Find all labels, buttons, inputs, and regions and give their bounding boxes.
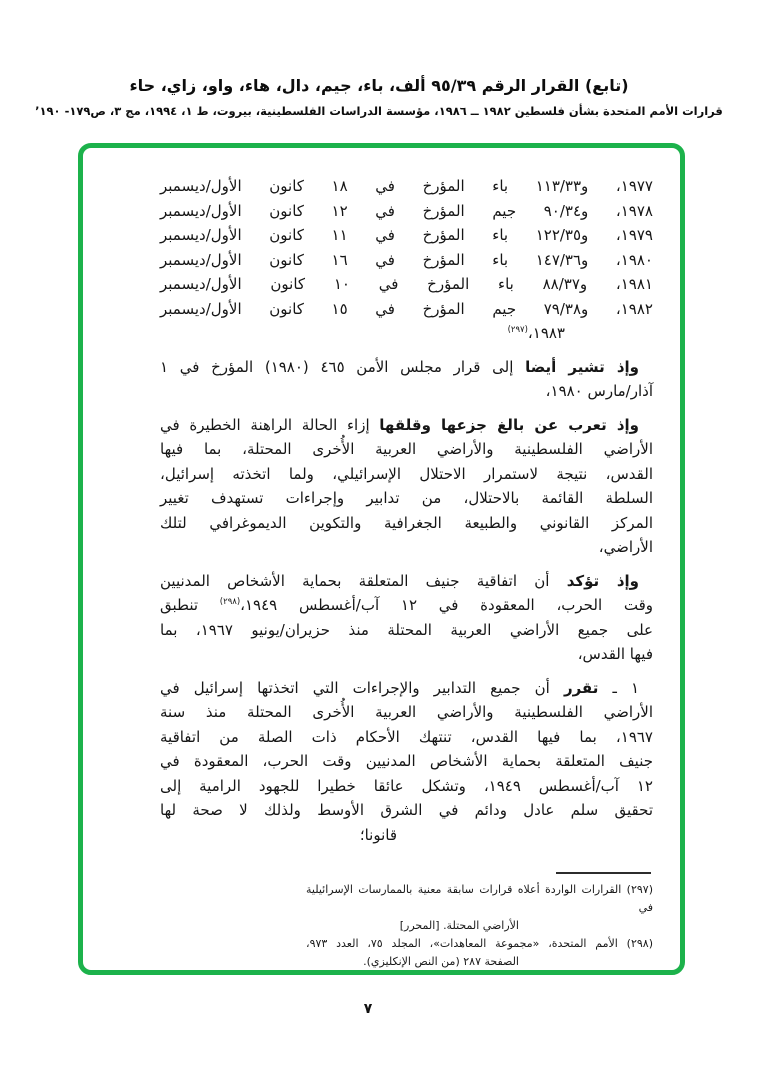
text-segment: قانونا؛ bbox=[359, 825, 397, 844]
text-segment: أن جميع التدابير والإجراءات التي اتخذتها إسرائيل في bbox=[160, 678, 564, 697]
text-segment: أن اتفاقية جنيف المتعلقة بحماية الأشخاص المدنيين bbox=[160, 571, 567, 590]
text-line bbox=[160, 749, 653, 774]
footnote-marker: (٢٩٧) bbox=[507, 325, 528, 335]
text-line bbox=[160, 174, 653, 199]
text-line bbox=[160, 593, 653, 618]
text-segment: السلطة القائمة بالاحتلال، من تدابير وإجراءات تستهدف تغيير bbox=[160, 489, 653, 507]
body-paragraph bbox=[160, 413, 653, 560]
text-segment: تحقيق سلم عادل ودائم في الشرق الأوسط ولذلك لا صحة لها bbox=[160, 801, 653, 819]
text-line bbox=[160, 823, 653, 848]
text-segment: ١٢ آب/أغسطس ١٩٤٩، وتشكل عائقا خطيرا للجهود الرامية إلى bbox=[160, 776, 653, 795]
resolution-title: (تابع) القرار الرقم ٩٥/٣٩ ألف، باء، جيم، دال، هاء، واو، زاي، حاء bbox=[129, 76, 629, 95]
body-paragraph bbox=[160, 676, 653, 848]
text-line bbox=[160, 676, 653, 701]
text-segment: (٢٩٧) القرارات الواردة أعلاه قرارات سابقة معنية بالممارسات الإسرائيلية في bbox=[306, 883, 653, 914]
text-segment: الأراضي الفلسطينية والأراضي العربية الأُخرى المحتلة منذ سنة bbox=[160, 703, 653, 721]
resolution-body-text bbox=[160, 174, 653, 856]
text-segment: القدس، نتيجة لاستمرار الاحتلال الإسرائيلي، ولما اتخذته إسرائيل، bbox=[160, 464, 653, 483]
text-line bbox=[160, 297, 653, 322]
text-segment: الصفحة ٢٨٧ (من النص الإنكليزي). bbox=[363, 955, 519, 968]
text-segment: وإذ تشير أيضا bbox=[525, 357, 640, 376]
text-segment: تقرر bbox=[563, 678, 599, 697]
body-paragraph bbox=[160, 174, 653, 346]
text-line bbox=[306, 881, 653, 917]
footnote-separator bbox=[556, 872, 651, 874]
footnote-list bbox=[306, 881, 653, 971]
text-segment: ١٩٧٧، و١١٣/٣٣ باء المؤرخ في ١٨ كانون الأول/ديسمبر bbox=[160, 177, 653, 195]
text-segment: ١٩٨٠، و١٤٧/٣٦ باء المؤرخ في ١٦ كانون الأول/ديسمبر bbox=[160, 250, 653, 269]
text-line bbox=[160, 618, 653, 643]
footnote-item bbox=[306, 881, 653, 935]
text-segment: ١٩٨٣، bbox=[527, 324, 565, 342]
text-segment: وإذ تعرب عن بالغ جزعها وقلقها bbox=[379, 415, 639, 434]
text-line bbox=[160, 355, 653, 380]
footnotes-block bbox=[306, 872, 653, 971]
text-segment: تنطبق bbox=[160, 596, 220, 614]
text-line bbox=[160, 437, 653, 462]
text-line bbox=[306, 917, 653, 935]
text-segment: آذار/مارس ١٩٨٠، bbox=[545, 382, 653, 400]
text-segment: جنيف المتعلقة بحماية الأشخاص المدنيين وقت الحرب، المعقودة في bbox=[160, 752, 653, 770]
text-line bbox=[160, 248, 653, 273]
text-line bbox=[160, 321, 653, 346]
source-citation: قرارات الأمم المتحدة بشأن فلسطين ١٩٨٢ ــ ١٩٨٦، مؤسسة الدراسات الفلسطينية، بيروت، ط ١، ١٩٩٤، مج ٣، ص١٧٩- ١٩٠’ bbox=[35, 104, 723, 118]
text-segment: وقت الحرب، المعقودة في ١٢ آب/أغسطس ١٩٤٩، bbox=[240, 596, 653, 614]
text-segment: المركز القانوني والطبيعة الجغرافية والتكوين الديموغرافي لتلك bbox=[160, 513, 653, 532]
text-line bbox=[160, 774, 653, 799]
page-number: ٧ bbox=[363, 1001, 373, 1017]
text-line bbox=[160, 535, 653, 560]
text-segment: إزاء الحالة الراهنة الخطيرة في bbox=[160, 415, 380, 434]
text-line bbox=[160, 413, 653, 438]
text-line bbox=[160, 199, 653, 224]
text-line bbox=[160, 272, 653, 297]
text-segment: الأراضي الفلسطينية والأراضي العربية الأُخرى المحتلة، بما فيها bbox=[160, 440, 653, 458]
body-paragraph bbox=[160, 569, 653, 667]
text-line bbox=[160, 798, 653, 823]
text-segment: فيها القدس، bbox=[577, 645, 653, 663]
text-line bbox=[160, 379, 653, 404]
footnote-item bbox=[306, 935, 653, 971]
text-line bbox=[160, 223, 653, 248]
text-line bbox=[160, 700, 653, 725]
text-segment: ١٩٧٩، و١٢٢/٣٥ باء المؤرخ في ١١ كانون الأول/ديسمبر bbox=[160, 226, 653, 244]
text-segment: ١٩٧٨، و٩٠/٣٤ جيم المؤرخ في ١٢ كانون الأول/ديسمبر bbox=[160, 201, 653, 220]
text-segment: ١٩٨٢، و٧٩/٣٨ جيم المؤرخ في ١٥ كانون الأول/ديسمبر bbox=[160, 299, 653, 318]
text-segment: الأراضي، bbox=[598, 538, 653, 556]
text-line bbox=[160, 511, 653, 536]
text-line bbox=[306, 953, 653, 971]
text-line bbox=[160, 725, 653, 750]
text-line bbox=[160, 642, 653, 667]
green-highlight-frame bbox=[78, 143, 685, 975]
text-segment: ١٩٦٧، بما فيها القدس، تنتهك الأحكام ذات الصلة من اتفاقية bbox=[160, 727, 653, 746]
text-segment: إلى قرار مجلس الأمن ٤٦٥ (١٩٨٠) المؤرخ في ١ bbox=[160, 357, 526, 376]
footnote-marker: (٢٩٨) bbox=[219, 597, 241, 607]
text-line bbox=[160, 486, 653, 511]
text-segment: ١٩٨١، و٨٨/٣٧ باء المؤرخ في ١٠ كانون الأول/ديسمبر bbox=[160, 275, 653, 293]
text-line bbox=[160, 462, 653, 487]
text-segment: (٢٩٨) الأمم المتحدة، «مجموعة المعاهدات»، المجلد ٧٥، العدد ٩٧٣، bbox=[306, 937, 653, 950]
text-line bbox=[160, 569, 653, 594]
text-segment: على جميع الأراضي العربية المحتلة منذ حزيران/يونيو ١٩٦٧، بما bbox=[160, 620, 653, 639]
text-line bbox=[306, 935, 653, 953]
text-segment: وإذ تؤكد bbox=[566, 571, 640, 590]
text-segment: ١ ـ bbox=[598, 678, 640, 697]
text-segment: الأراضي المحتلة. [المحرر] bbox=[399, 919, 519, 932]
body-paragraph bbox=[160, 355, 653, 404]
